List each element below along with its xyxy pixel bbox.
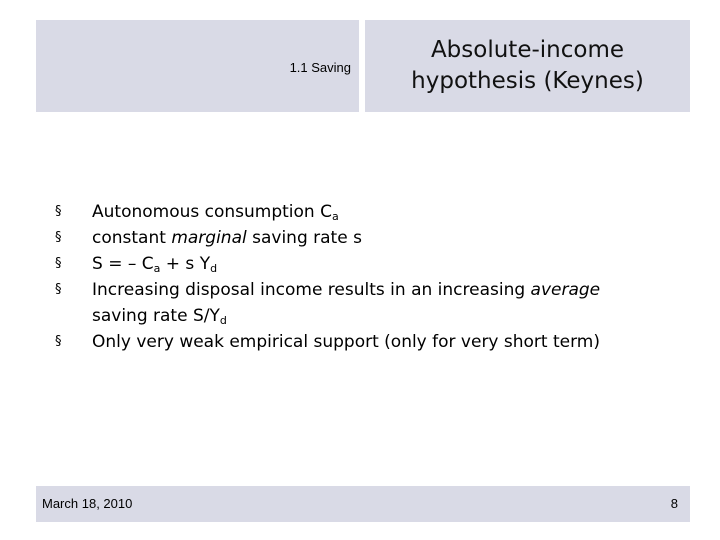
bullet-item: § Only very weak empirical support (only for very short term): [55, 329, 705, 355]
section-label: 1.1 Saving: [289, 60, 351, 75]
bullet-marker-icon: §: [55, 256, 62, 271]
bullet-marker-icon: §: [55, 334, 62, 349]
header-section-panel: [36, 20, 359, 112]
bullet-marker-icon: §: [55, 204, 62, 219]
slide-title-line-1: Absolute-income: [430, 37, 625, 63]
footer-bar: [36, 486, 690, 522]
bullet-item: § constant marginal saving rate s: [55, 225, 705, 251]
slide-title: [365, 35, 690, 97]
footer-date: March 18, 2010: [42, 496, 133, 511]
slide-title-line-2: hypothesis (Keynes): [411, 68, 644, 94]
header-title-panel: [365, 20, 690, 112]
bullet-marker-icon: §: [55, 282, 62, 297]
bullet-marker-icon: §: [55, 230, 62, 245]
bullet-list: [55, 199, 705, 355]
bullet-item: § S = – $C_a + s$ $Y_d$: [55, 251, 705, 277]
bullet-item: § Autonomous consumption $C_a$: [55, 199, 705, 225]
page-number: 8: [670, 496, 678, 511]
bullet-item: § Increasing disposal income results in an increasing average saving rate $S/Y_d$: [55, 277, 705, 329]
